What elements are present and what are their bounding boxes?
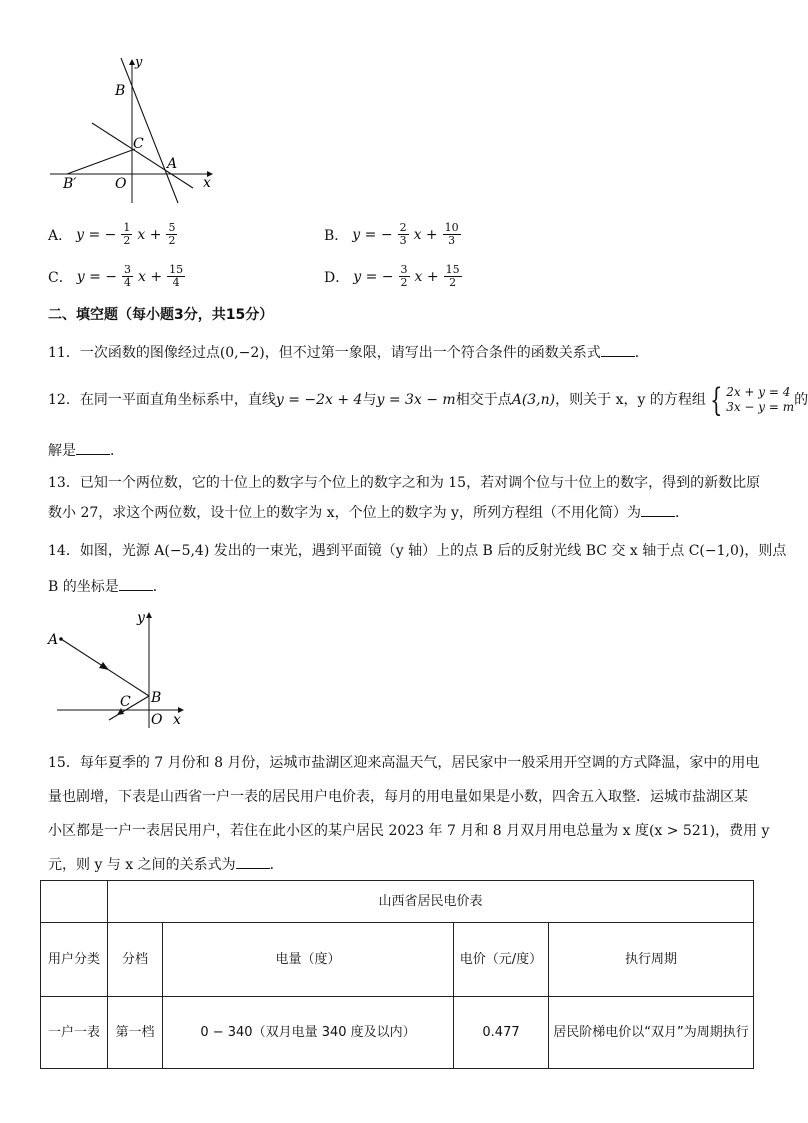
- answer-blank[interactable]: [601, 344, 635, 357]
- table-cell: 一户一表: [41, 997, 108, 1069]
- table-cell: 第一档: [108, 997, 163, 1069]
- line-ca: [92, 123, 193, 188]
- line-ba: [121, 58, 178, 203]
- label-c: C: [133, 136, 144, 152]
- fraction: $\frac{3}{2}$: [400, 263, 408, 289]
- header-cell: 电价（元/度）: [454, 923, 549, 997]
- fraction: $\frac{10}{3}$: [444, 221, 459, 247]
- answer-blank[interactable]: [76, 442, 110, 455]
- price-table: [40, 880, 754, 1069]
- answer-blank[interactable]: [236, 856, 270, 869]
- question-15-line1: 15．每年夏季的 7 月份和 8 月份，运城市盐湖区迎来高温天气，居民家中一般采用开空调的方式降温，家中的用电: [48, 755, 760, 771]
- option-c[interactable]: C． y = − $\frac{3}{4}$ x + $\frac{15}{4}$: [48, 263, 184, 289]
- fraction: $\frac{2}{3}$: [399, 221, 407, 247]
- fraction: $\frac{15}{2}$: [445, 263, 460, 289]
- label-x: x: [173, 712, 181, 728]
- label-x: x: [203, 175, 211, 191]
- option-b[interactable]: B． y = − $\frac{2}{3}$ x + $\frac{10}{3}$: [324, 221, 459, 247]
- table-cell: 0 − 340（双月电量 340 度及以内）: [163, 997, 454, 1069]
- equation-system: 2x + y = 4 3x − y = m: [726, 385, 795, 414]
- table-title: 山西省居民电价表: [108, 881, 754, 923]
- section-title: 二、填空题（每小题3分，共15分）: [48, 307, 274, 323]
- figure-1-graph: [45, 55, 225, 205]
- question-11: 11．一次函数的图像经过点(0,−2)，但不过第一象限，请写出一个符合条件的函数关系式 ．: [48, 345, 649, 361]
- option-a[interactable]: A． y = − $\frac{1}{2}$ x + $\frac{5}{2}$: [48, 221, 176, 247]
- label-y: y: [137, 610, 145, 626]
- label-b: B: [151, 690, 162, 706]
- question-13-line1: 13．已知一个两位数，它的十位上的数字与个位上的数字之和为 15，若对调个位与十位上的数字，得到的新数比原: [48, 475, 761, 491]
- fraction: $\frac{15}{4}$: [169, 263, 184, 289]
- option-d[interactable]: D． y = − $\frac{3}{2}$ x + $\frac{15}{2}$: [324, 263, 460, 289]
- table-cell: 居民阶梯电价以“双月”为周期执行: [549, 997, 754, 1069]
- table-row: [41, 997, 754, 1069]
- label-a: A: [167, 156, 178, 172]
- question-15-line4: 元，则 y 与 x 之间的关系式为 ．: [48, 857, 284, 873]
- line-bprime-c: [67, 149, 135, 174]
- label-a: A: [48, 632, 59, 648]
- fraction: $\frac{3}{4}$: [124, 263, 131, 289]
- fraction: $\frac{1}{2}$: [123, 221, 131, 247]
- header-cell: 电量（度）: [163, 923, 454, 997]
- label-b: B: [115, 83, 126, 99]
- table-cell: 0.477: [454, 997, 549, 1069]
- answer-blank[interactable]: [641, 504, 675, 517]
- question-12-line2: 解是 ．: [48, 443, 124, 459]
- label-c: C: [120, 694, 131, 710]
- question-15-line3: 小区都是一户一表居民用户，若住在此小区的某户居民 2023 年 7 月和 8 月双月用电总量为 x 度(x > 521)，费用 y: [48, 823, 770, 839]
- figure-2-graph: [45, 608, 195, 733]
- y-axis-arrow: [146, 612, 152, 618]
- header-cell: 用户分类: [41, 923, 108, 997]
- label-o: O: [151, 712, 163, 728]
- incident-arrow: [99, 662, 109, 670]
- label-o: O: [115, 176, 127, 192]
- question-12: 12．在同一平面直角坐标系中，直线y = −2x + 4与y = 3x − m相交于点A(3,n)，则关于 x，y 的方程组 { 2x + y = 4 3x − y = m 的: [48, 381, 808, 419]
- table-header-row: [41, 923, 754, 997]
- question-15-line2: 量也剧增，下表是山西省一户一表的居民用户电价表，每月的用电量如果是小数，四舍五入取整．运城市盐湖区某: [48, 789, 748, 805]
- answer-blank[interactable]: [119, 578, 153, 591]
- brace: {: [709, 381, 723, 419]
- fraction: $\frac{5}{2}$: [168, 221, 176, 247]
- label-bprime: B′: [63, 176, 77, 192]
- label-y: y: [135, 55, 143, 70]
- header-cell: 执行周期: [549, 923, 754, 997]
- question-14-line1: 14．如图，光源 A(−5,4) 发出的一束光，遇到平面镜（y 轴）上的点 B 后的反射光线 BC 交 x 轴于点 C(−1,0)，则点: [48, 543, 787, 559]
- question-13-line2: 数小 27，求这个两位数，设十位上的数字为 x，个位上的数字为 y，所列方程组（不用化简）为 ．: [48, 505, 689, 521]
- header-cell: 分档: [108, 923, 163, 997]
- question-14-line2: B 的坐标是 ．: [48, 579, 167, 595]
